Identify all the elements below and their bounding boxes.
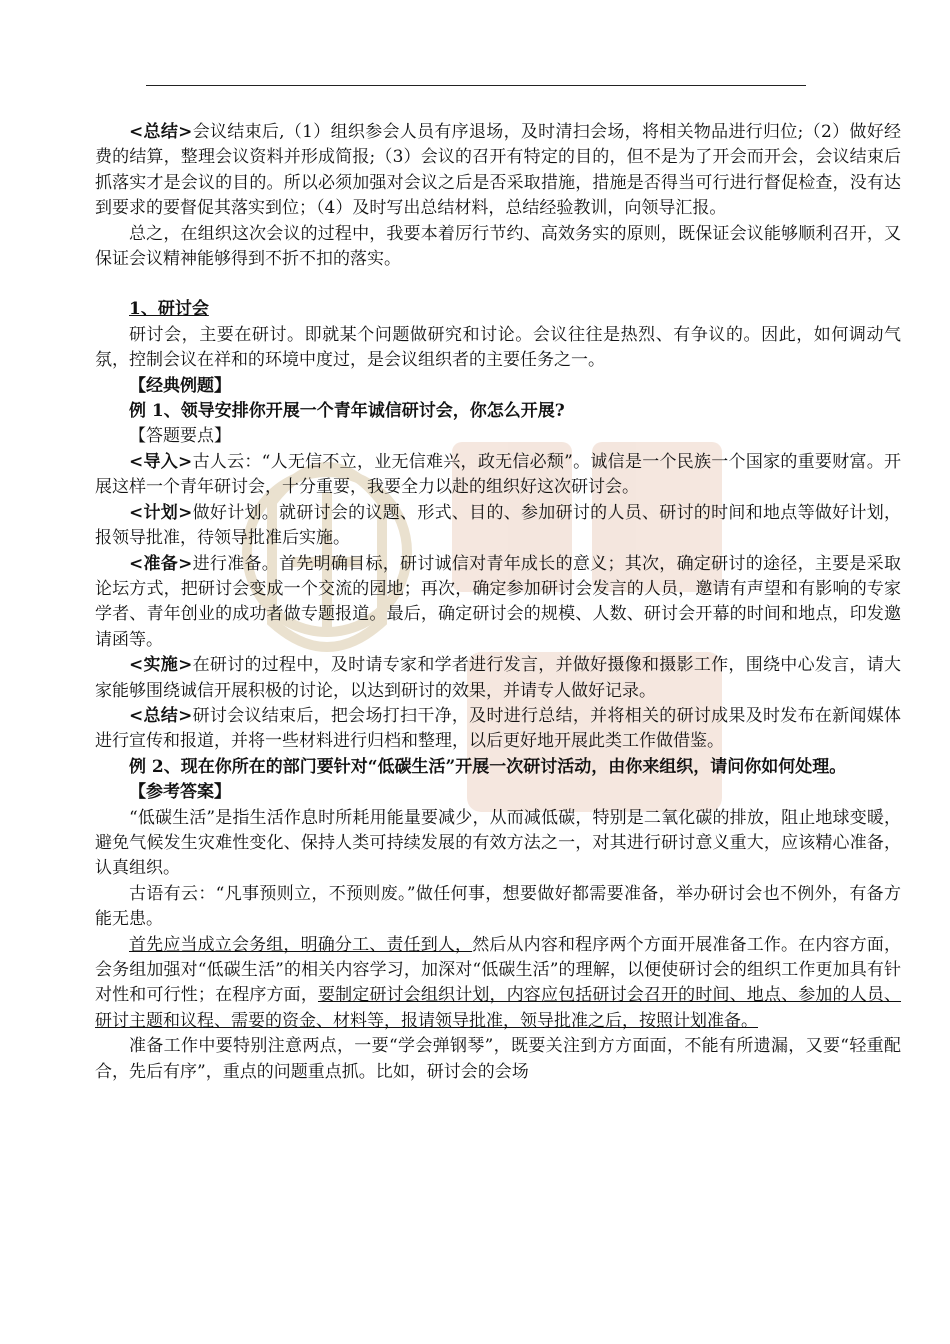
paragraph-proverb: 古语有云：“凡事预则立，不预则废。”做任何事，想要做好都需要准备，举办研讨会也不例外，有备方能无患。	[95, 883, 901, 930]
header-rule	[146, 85, 806, 86]
paragraph-intro-step: <导入>古人云：“人无信不立，业无信难兴，政无信必颓”。诚信是一个民族一个国家的重要财富。开展这样一个青年研讨会，十分重要，我要全力以赴的组织好这次研讨会。	[95, 451, 901, 498]
label-reference-answer: 【参考答案】	[129, 782, 231, 803]
paragraph-summary-step: <总结>研讨会议结束后，把会场打扫干净，及时进行总结，并将相关的研讨成果及时发布在新闻媒体进行宣传和报道，并将一些材料进行归档和整理，以后更好地开展此类工作做借鉴。	[95, 705, 901, 752]
paragraph-conclusion: 总之，在组织这次会议的过程中，我要本着厉行节约、高效务实的原则，既保证会议能够顺利召开，又保证会议精神能够得到不折不扣的落实。	[95, 223, 901, 270]
paragraph-summary: <总结>会议结束后,（1）组织参会人员有序退场，及时清扫会场，将相关物品进行归位;（2）做好经费的结算，整理会议资料并形成简报;（3）会议的召开有特定的目的，但不是为了开会而开会，会议结束后抓落实才是会议的目的。所以必须加强对会议之后是否采取措施，措施是否得当可行进行督促检查，没有达到要求的要督促其落实到位；（4）及时写出总结材料，总结经验教训，向领导汇报。	[95, 122, 901, 219]
paragraph-plan-step: <计划>做好计划。就研讨会的议题、形式、目的、参加研讨的人员、研讨的时间和地点等做好计划，报领导批准，待领导批准后实施。	[95, 502, 901, 549]
paragraph-preparation-notes: 准备工作中要特别注意两点，一要“学会弹钢琴”，既要关注到方方面面，不能有所遗漏，又要“轻重配合，先后有序”，重点的问题重点抓。比如，研讨会的会场	[95, 1036, 901, 1082]
label-answer-points: 【答题要点】	[129, 426, 231, 447]
paragraph-intro: 研讨会，主要在研讨。即就某个问题做研究和讨论。会议往往是热烈、有争议的。因此，如何调动气氛，控制会议在祥和的环境中度过，是会议组织者的主要任务之一。	[95, 324, 901, 371]
paragraph-prepare-step: <准备>进行准备。首先明确目标，研讨诚信对青年成长的意义；其次，确定研讨的途径，主要是采取论坛方式，把研讨会变成一个交流的园地；再次，确定参加研讨会发言的人员，邀请有声望和有影响的专家学者、青年创业的成功者做专题报道。最后，确定研讨会的规模、人数、研讨会开幕的时间和地点，印发邀请函等。	[95, 553, 901, 650]
example-2-question: 例 2、现在你所在的部门要针对“低碳生活”开展一次研讨活动，由你来组织，请问你如何处理。	[129, 756, 847, 777]
section-heading: 1、研讨会	[129, 299, 209, 320]
paragraph-low-carbon: “低碳生活”是指生活作息时所耗用能量要减少，从而减低碳，特别是二氧化碳的排放，阻止地球变暖，避免气候发生灾难性变化、保持人类可持续发展的有效方法之一，对其进行研讨意义重大，应该精心准备，认真组织。	[95, 807, 901, 879]
document-body	[95, 120, 901, 1085]
paragraph-first-steps: 首先应当成立会务组，明确分工、责任到人，然后从内容和程序两个方面开展准备工作。在内容方面，会务组加强对“低碳生活”的相关内容学习，加深对“低碳生活”的理解，以便使研讨会的组织工作更加具有针对性和可行性；在程序方面，要制定研讨会组织计划，内容应包括研讨会召开的时间、地点、参加的人员、研讨主题和议程、需要的资金、材料等，报请领导批准，领导批准之后，按照计划准备。	[95, 934, 902, 1031]
label-classic-examples: 【经典例题】	[129, 375, 231, 396]
example-1-question: 例 1、领导安排你开展一个青年诚信研讨会，你怎么开展?	[129, 401, 565, 422]
paragraph-implement-step: <实施>在研讨的过程中，及时请专家和学者进行发言，并做好摄像和摄影工作，围绕中心发言，请大家能够围绕诚信开展积极的讨论，以达到研讨的效果，并请专人做好记录。	[95, 655, 901, 701]
